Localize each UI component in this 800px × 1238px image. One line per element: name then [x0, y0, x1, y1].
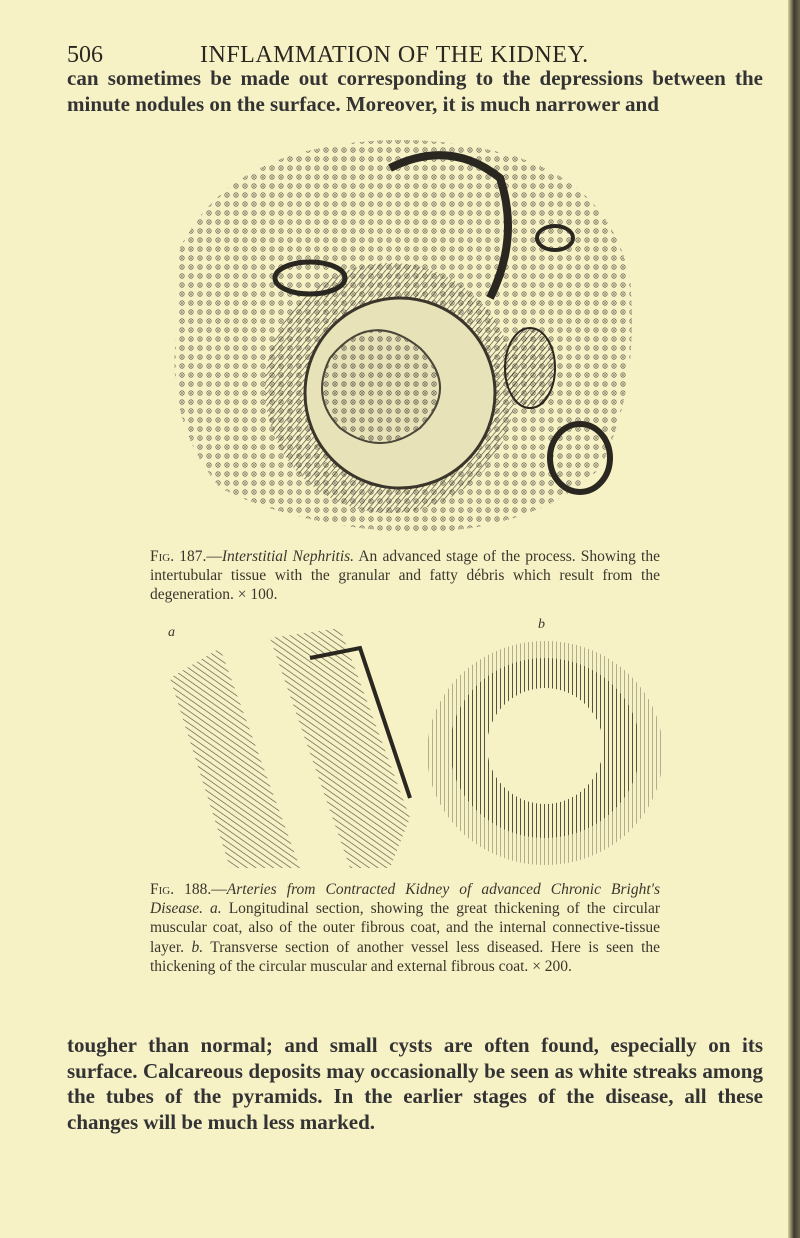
page-edge: [788, 0, 800, 1238]
figure-188-magnification: × 200.: [532, 957, 572, 975]
figure-188-b-text: Transverse section of another vessel less diseased. Here is seen the thickening of the circular muscular and external fibrous coat.: [150, 938, 661, 975]
panel-a-label: a: [168, 625, 175, 640]
figure-188b-illustration: [420, 618, 665, 870]
bottom-paragraph: tougher than normal; and small cysts are often found, especially on its surface. Calcareous deposits may occasionally be seen as white streaks among the tubes of the pyramids. In the earlier stages of the disease, all these changes will be much less marked.: [67, 1033, 763, 1134]
figure-188-caption: [150, 880, 660, 976]
figure-187-label: Fig. 187.—: [150, 548, 222, 565]
figure-187-caption: [150, 547, 660, 605]
panel-b-label: b: [538, 618, 545, 632]
figure-187-title: Interstitial Nephritis.: [221, 548, 355, 565]
figure-188-a-text: Longitudinal section, showing the great thickening of the circular muscular coat, also of the outer fibrous coat, and the internal connective-tissue layer.: [150, 900, 661, 956]
top-paragraph: can sometimes be made out corresponding to the depressions between the minute nodules on the surface. Moreover, it is much narrower and: [67, 66, 763, 116]
running-title: INFLAMMATION OF THE KIDNEY.: [200, 42, 589, 68]
figure-187-text: An advanced stage of the process. Showing the intertubular tissue with the granular and fatty débris which result from the degeneration.: [150, 548, 660, 604]
figure-187-magnification: × 100.: [237, 586, 278, 604]
figure-188-title: Arteries from Contracted Kidney of advanced Chronic Bright's Disease.: [150, 881, 660, 918]
figure-187-illustration: [160, 128, 640, 538]
figure-188-b-label: b.: [191, 938, 204, 956]
figure-188-label: Fig. 188.—: [150, 881, 227, 898]
page-number: 506: [67, 42, 103, 68]
figure-188a-illustration: [160, 618, 415, 870]
figure-188-a-label: a.: [210, 900, 222, 918]
